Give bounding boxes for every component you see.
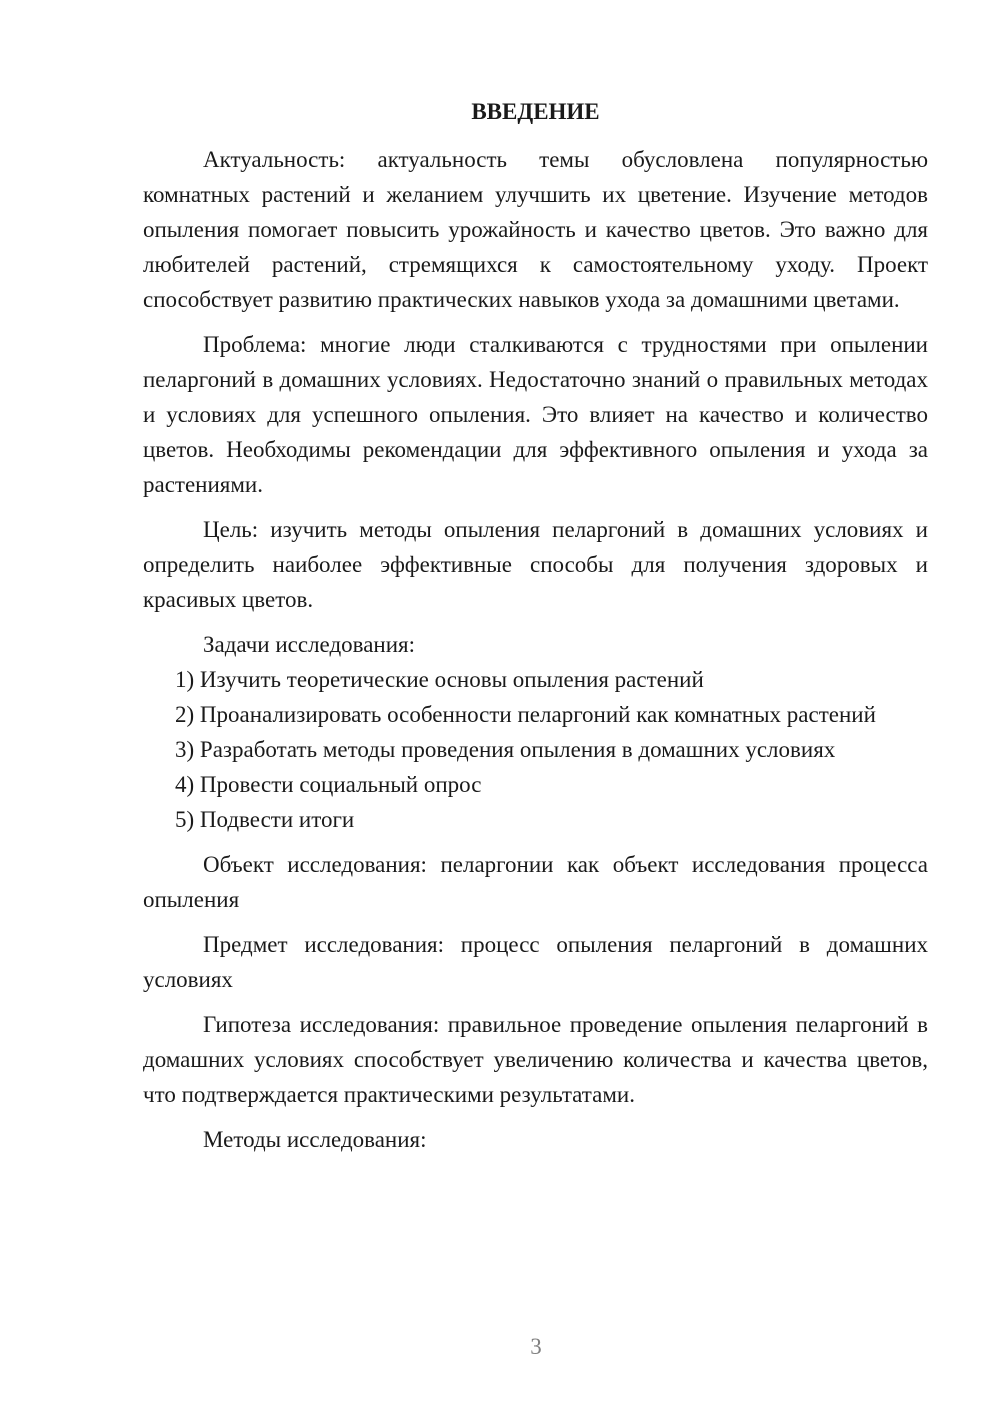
methods-title: Методы исследования: <box>203 1127 427 1152</box>
tasks-title: Задачи исследования: <box>203 632 416 657</box>
task-item: 4) Провести социальный опрос <box>175 772 482 797</box>
task-item: 3) Разработать методы проведения опыления в домашних условиях <box>175 737 836 762</box>
problem-paragraph: Проблема: многие люди сталкиваются с трудностями при опылении пеларгоний в домашних условиях. Недостаточно знаний о правильных методах и условиях для успешного опыления. Это влияет на качество и количество цветов. Необходимы рекомендации для эффективного опыления и ухода за растениями. <box>143 332 928 497</box>
page-content <box>143 94 928 1157</box>
section-heading: ВВЕДЕНИЕ <box>471 99 600 124</box>
hypothesis-paragraph: Гипотеза исследования: правильное проведение опыления пеларгоний в домашних условиях способствует увеличению количества и качества цветов, что подтверждается практическими результатами. <box>143 1012 928 1107</box>
task-item: 1) Изучить теоретические основы опыления растений <box>175 667 704 692</box>
goal-paragraph: Цель: изучить методы опыления пеларгоний в домашних условиях и определить наиболее эффективные способы для получения здоровых и красивых цветов. <box>143 517 928 612</box>
tasks-list <box>143 662 928 837</box>
task-item: 2) Проанализировать особенности пеларгоний как комнатных растений <box>175 702 876 727</box>
task-item: 5) Подвести итоги <box>175 807 355 832</box>
relevance-paragraph: Актуальность: актуальность темы обусловлена популярностью комнатных растений и желанием улучшить их цветение. Изучение методов опыления помогает повысить урожайность и качество цветов. Это важно для любителей растений, стремящихся к самостоятельному уходу. Проект способствует развитию практических навыков ухода за домашними цветами. <box>143 147 928 312</box>
subject-paragraph: Предмет исследования: процесс опыления пеларгоний в домашних условиях <box>143 932 928 992</box>
object-paragraph: Объект исследования: пеларгонии как объект исследования процесса опыления <box>143 852 928 912</box>
page-number: 3 <box>530 1334 542 1359</box>
